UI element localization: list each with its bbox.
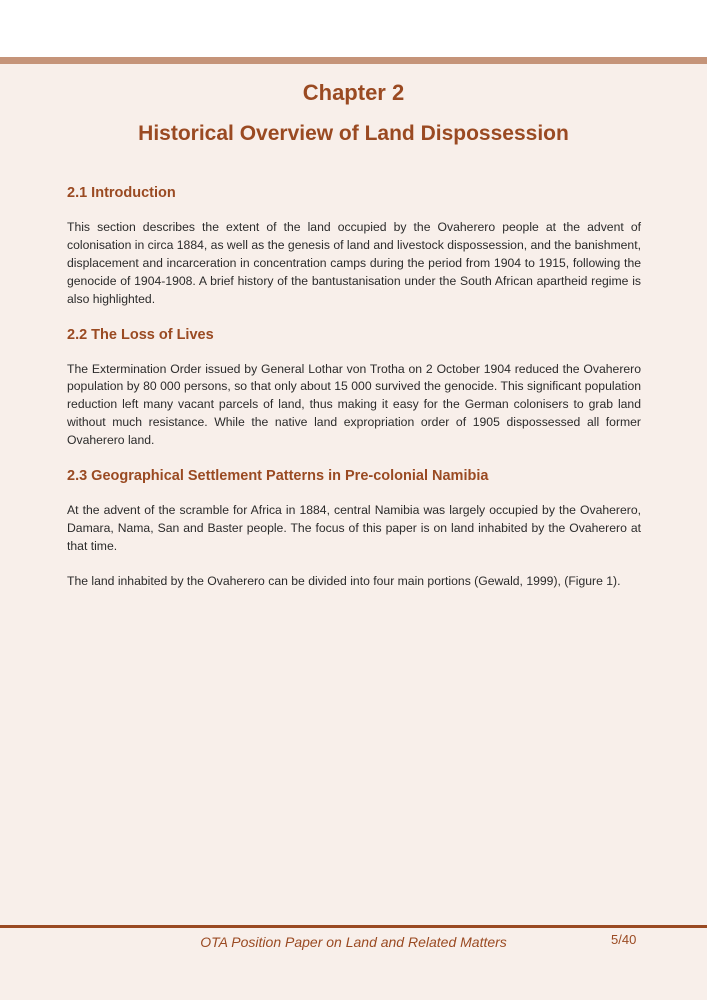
- section-heading-settlement-patterns: 2.3 Geographical Settlement Patterns in Pre-colonial Namibia: [67, 468, 489, 485]
- footer-rule: [0, 925, 707, 928]
- section-paragraph: The Extermination Order issued by General Lothar von Trotha on 2 October 1904 reduced the Ovaherero population by 80 000 persons, so that only about 15 000 survived the genocide. This significant population reduction left many vacant parcels of land, thus making it easy for the German colonisers to grab land without much resistance. While the native land expropriation order of 1905 dispossessed all former Ovaherero land.: [67, 361, 641, 448]
- top-rule: [0, 57, 707, 64]
- section-heading-loss-of-lives: 2.2 The Loss of Lives: [67, 326, 214, 343]
- footer-title: OTA Position Paper on Land and Related Matters: [200, 934, 507, 950]
- section-paragraph: The land inhabited by the Ovaherero can be divided into four main portions (Gewald, 1999), (Figure 1).: [67, 573, 621, 588]
- page-number: 5/40: [611, 932, 637, 947]
- section-paragraph: At the advent of the scramble for Africa in 1884, central Namibia was largely occupied by the Ovaherero, Damara, Nama, San and Baster people. The focus of this paper is on land inhabited by the Ovaherero at that time.: [67, 503, 641, 553]
- document-body: [67, 183, 641, 591]
- page-title: Historical Overview of Land Dispossession: [138, 122, 569, 145]
- section-heading-introduction: 2.1 Introduction: [67, 185, 176, 201]
- section-paragraph: This section describes the extent of the land occupied by the Ovaherero people at the advent of colonisation in circa 1884, as well as the genesis of land and livestock dispossession, and the banishment, displacement and incarceration in concentration camps during the period from 1904 to 1915, following the genocide of 1904-1908. A brief history of the bantustanisation under the South African apartheid regime is also highlighted.: [67, 220, 641, 306]
- chapter-label: Chapter 2: [302, 80, 405, 105]
